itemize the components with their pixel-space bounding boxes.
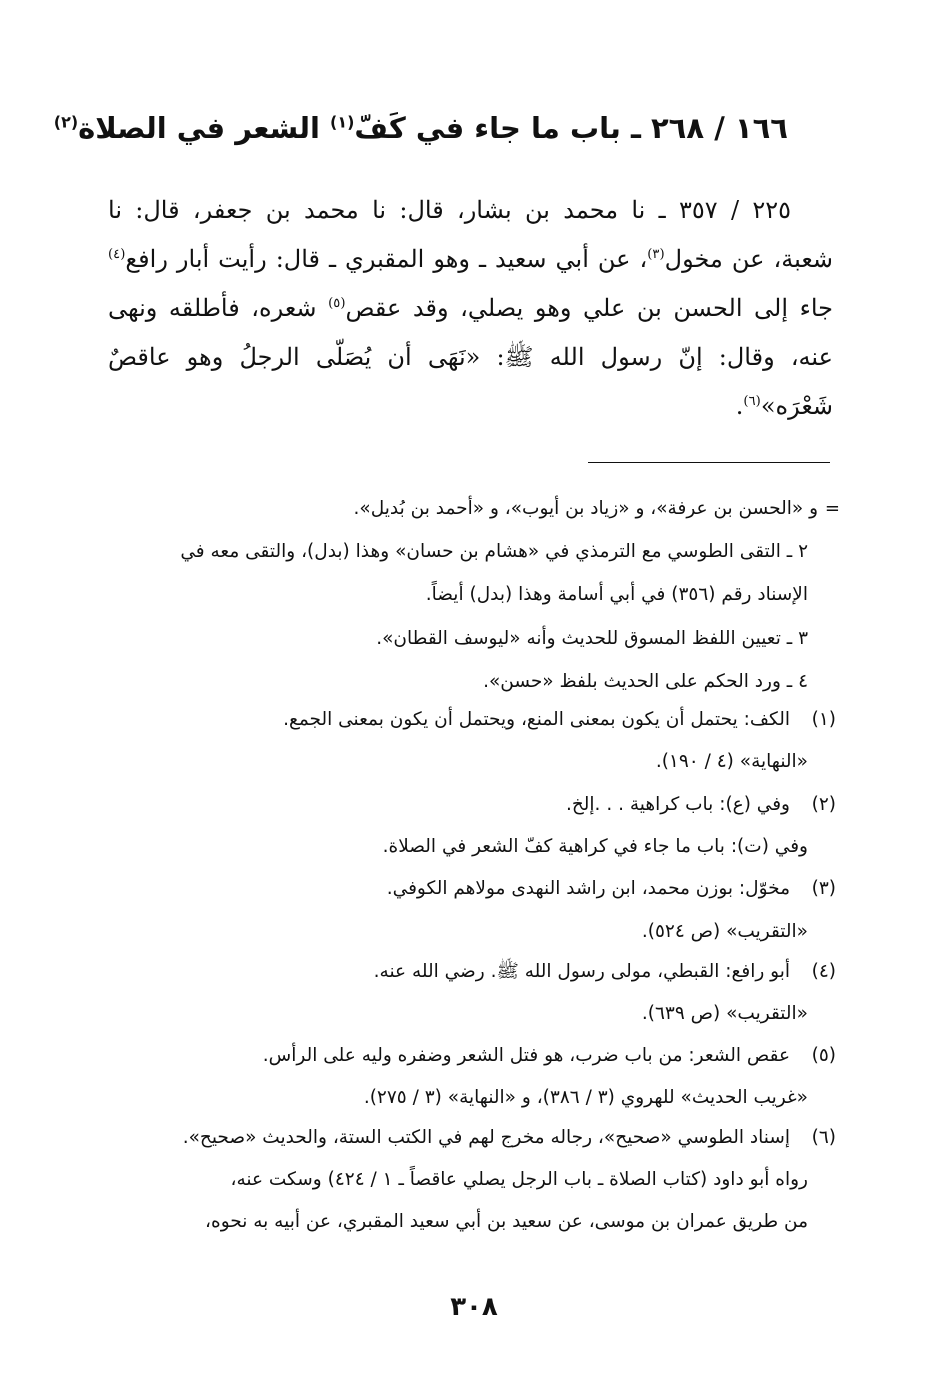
footnote-line (642, 1002, 808, 1026)
footnote-text: ٤ ـ ورد الحكم على الحديث بلفظ «حسن». (483, 671, 808, 692)
footnote-ref-4: (٤) (108, 247, 126, 262)
footnote-line (374, 960, 836, 984)
footnote-line (642, 920, 808, 944)
footnote-line (387, 877, 836, 901)
footnote-ref-5: (٥) (328, 296, 346, 311)
footnote-number: (٢) (811, 794, 836, 815)
footnote-line (354, 497, 818, 521)
hadith-line-2 (108, 235, 833, 284)
footnote-text: أبو رافع: القبطي، مولى رسول الله ﷺ. رضي الله عنه. (373, 961, 790, 982)
hadith-text (108, 186, 833, 431)
footnote-text: «النهاية» (٤ / ١٩٠). (655, 751, 808, 772)
footnote-text: و «الحسن بن عرفة»، و «زياد بن أيوب»، و «أحمد بن بُديل». (353, 498, 818, 519)
footnote-text: إسناد الطوسي «صحيح»، رجاله مخرج لهم في الكتب الستة، والحديث «صحيح». (182, 1127, 790, 1148)
footnote-ref-6: (٦) (743, 394, 761, 409)
hadith-line-5 (108, 382, 833, 431)
chapter-title-middle: الشعر في الصلاة (78, 111, 331, 145)
footnote-number: (١) (811, 709, 836, 730)
hadith-line-5-b: . (735, 392, 744, 420)
hadith-line-3-a: جاء إلى الحسن بن علي وهو يصلي، وقد عقص (345, 294, 834, 322)
footnote-line (180, 540, 808, 564)
footnote-ref-1: (١) (330, 112, 355, 132)
footnote-text: رواه أبو داود (كتاب الصلاة ـ باب الرجل يصلي عاقصاً ـ ١ / ٤٢٤) وسكت عنه، (230, 1169, 808, 1190)
footnote-text: مخوّل: بوزن محمد، ابن راشد النهدى مولاهم الكوفي. (386, 878, 790, 899)
footnote-separator (588, 462, 830, 463)
footnote-number: (٦) (811, 1127, 836, 1148)
footnote-number: (٥) (811, 1045, 836, 1066)
footnote-number: (٤) (811, 961, 836, 982)
footnote-text: وفي (ع): باب كراهية . . .إلخ. (565, 794, 790, 815)
footnote-text: من طريق عمران بن موسى، عن سعيد بن أبي سعيد المقبري، عن أبيه به نحوه، (205, 1211, 808, 1232)
hadith-line-4: عنه، وقال: إنّ رسول الله ﷺ: «نَهَى أن يُصَلّى الرجلُ وهو عاقصٌ (108, 343, 833, 371)
footnote-text: ٢ ـ التقى الطوسي مع الترمذي في «هشام بن حسان» وهذا (بدل)، والتقى معه في (180, 541, 808, 562)
continuation-mark: = (824, 498, 840, 519)
hadith-line-3-b: شعره، فأطلقه ونهى (108, 294, 329, 322)
footnote-line (656, 750, 808, 774)
chapter-title-prefix: ١٦٦ / ٢٦٨ ـ باب ما جاء في كَفّ (354, 111, 788, 145)
footnote-line (383, 835, 808, 859)
footnote-line (263, 1044, 836, 1068)
chapter-title (53, 108, 788, 148)
footnote-text: الإسناد رقم (٣٥٦) في أبي أسامة وهذا (بدل) أيضاً. (425, 584, 808, 605)
footnote-line (283, 708, 836, 732)
footnote-ref-2: (٢) (53, 112, 79, 132)
footnote-line (566, 793, 836, 817)
footnote-line (231, 1168, 808, 1192)
footnote-line (483, 670, 808, 694)
hadith-line-3 (108, 284, 833, 333)
footnote-text: «غريب الحديث» للهروي (٣ / ٣٨٦)، و «النهاية» (٣ / ٢٧٥). (363, 1087, 808, 1108)
footnote-line (183, 1126, 836, 1150)
hadith-line-5-a: شَعْرَه» (760, 392, 833, 420)
footnote-text: الكف: يحتمل أن يكون بمعنى المنع، ويحتمل أن يكون بمعنى الجمع. (283, 709, 790, 730)
footnote-line (426, 583, 808, 607)
footnote-line (376, 627, 808, 651)
page-number: ٣٠٨ (450, 1292, 498, 1322)
footnote-text: «التقريب» (ص ٥٢٤). (641, 921, 808, 942)
footnote-text: ٣ ـ تعيين اللفظ المسوق للحديث وأنه «ليوسف القطان». (376, 628, 808, 649)
hadith-line-2-b: ، عن أبي سعيد ـ وهو المقبري ـ قال: رأيت أبار رافع (125, 245, 648, 273)
footnote-number: (٣) (811, 878, 836, 899)
footnote-text: «التقريب» (ص ٦٣٩). (641, 1003, 808, 1024)
footnote-ref-3: (٣) (647, 247, 665, 262)
footnote-line (364, 1086, 808, 1110)
footnote-line (205, 1210, 808, 1234)
hadith-line-2-a: شعبة، عن مخول (664, 245, 834, 273)
footnote-text: وفي (ت): باب ما جاء في كراهية كفّ الشعر في الصلاة. (382, 836, 808, 857)
hadith-line-1: ٢٢٥ / ٣٥٧ ـ نا محمد بن بشار، قال: نا محمد بن جعفر، قال: نا (108, 196, 792, 224)
footnote-text: عقص الشعر: من باب ضرب، هو فتل الشعر وضفره وليه على الرأس. (262, 1045, 790, 1066)
